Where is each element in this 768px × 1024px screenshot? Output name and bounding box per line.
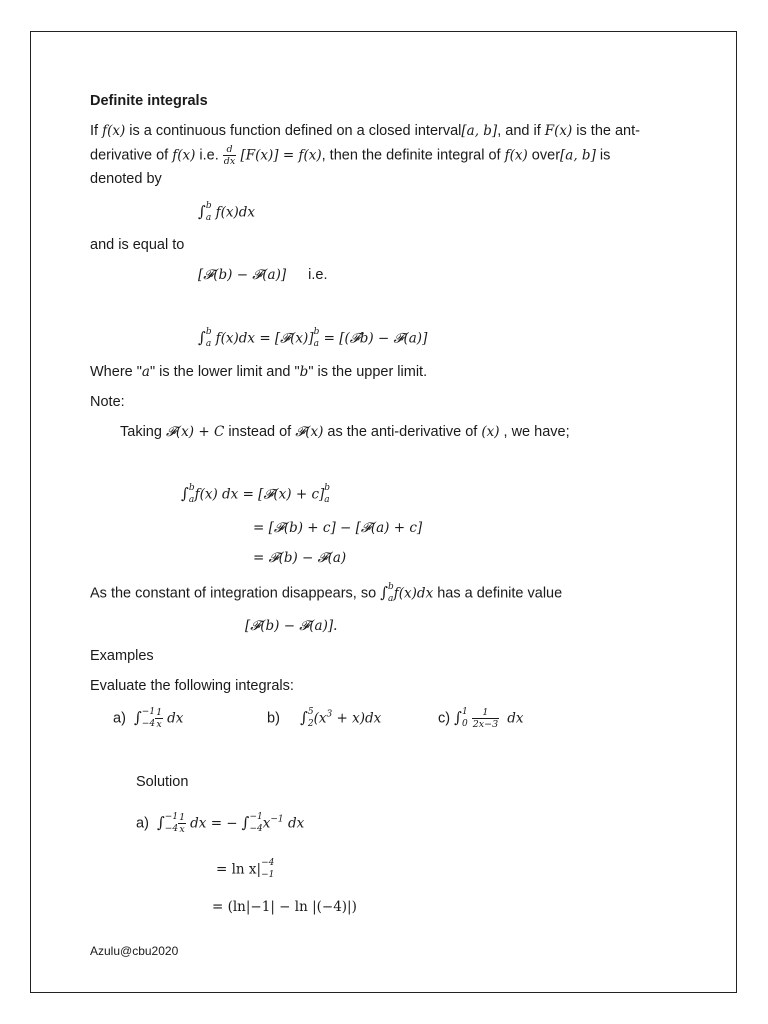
evaluate-instruction: Evaluate the following integrals: — [90, 678, 294, 694]
para1-line3: denoted by — [90, 171, 162, 187]
definite-value-expression: [𝓕(b) − 𝓕(a)]. — [245, 618, 338, 634]
solution-a-line3: = (ln|−1| − ln |(−4)|) — [212, 899, 357, 915]
equation-evaluation: ∫ b a f(x)dx = [𝓕(x)] b a = [(𝓕b) − 𝓕(a)] — [198, 327, 428, 349]
example-a: a) ∫ −1 −4 $\frac{1}{x}$ dx — [113, 707, 184, 730]
example-b: b) ∫ 5 2 $(x^3 + x)dx$ — [267, 707, 382, 729]
equation-step-2: = [𝓕(b) + c] − [𝓕(a) + c] — [253, 520, 423, 536]
para1-line2: derivative of f(x) i.e. $\frac{d}{dx}$ [F(x)] = f(x), then the definite integral of f(x) over[a, b] is — [90, 144, 611, 167]
note-label: Note: — [90, 394, 125, 410]
constant-disappears-text: As the constant of integration disappears, so ∫ b a f(x)dx has a definite value — [90, 582, 563, 604]
para1-line1: If f(x) is a continuous function defined on a closed interval[a, b], and if F(x) is the ant- — [90, 123, 640, 139]
solution-heading: Solution — [136, 774, 189, 790]
solution-a-line2: = ln x| −4 −1 — [216, 858, 275, 880]
equation-step-3: = 𝓕(b) − 𝓕(a) — [253, 550, 347, 566]
footer-author: Azulu@cbu2020 — [90, 944, 179, 958]
equation-antiderivative-difference: [𝓕(b) − 𝓕(a)] i.e. — [198, 267, 328, 283]
equation-with-constant: ∫ b a f(x) dx = [𝓕(x) + c] b a — [181, 483, 331, 505]
equal-to-text: and is equal to — [90, 237, 185, 253]
derivative-fraction: $\frac{d}{dx}$ — [223, 144, 236, 167]
examples-heading: Examples — [90, 648, 154, 664]
example-c: c) ∫ 1 0 $\frac{1}{2x-3}$ dx — [438, 707, 524, 730]
limits-explanation: Where "a" is the lower limit and "b" is the upper limit. — [90, 364, 428, 380]
taking-constant-text: Taking 𝓕(x) + C instead of 𝓕(x) as the anti-derivative of (x) , we have; — [120, 424, 570, 440]
equation-definite-integral: ∫ b a f(x)dx — [198, 201, 256, 223]
solution-a-line1: a) ∫ −1 −4 $\frac{1}{x}$ dx = − ∫ −1 −4 $x^{-1}$ dx — [136, 812, 305, 835]
heading: Definite integrals — [90, 93, 208, 109]
